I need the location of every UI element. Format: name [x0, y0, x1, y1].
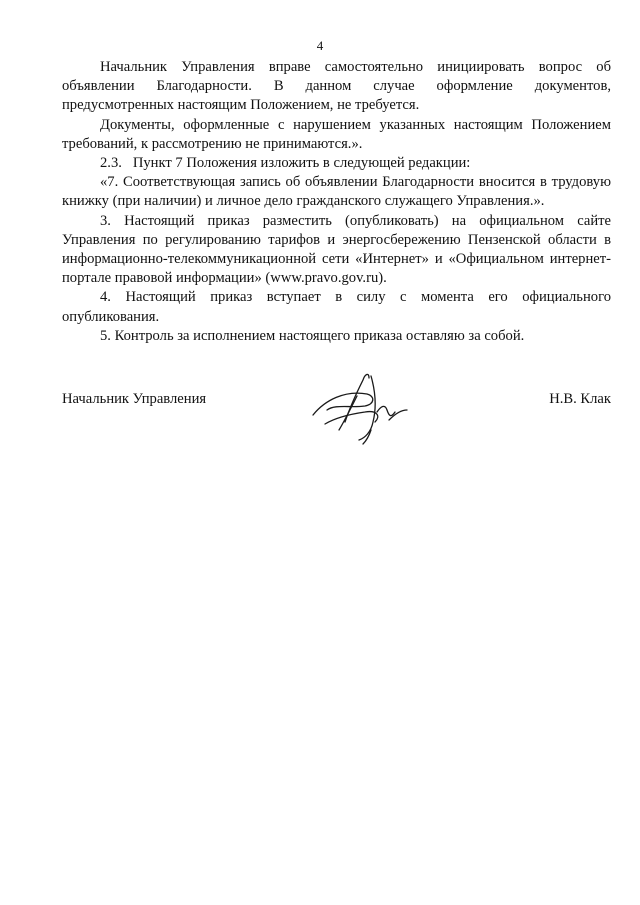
handwritten-signature: [305, 360, 415, 450]
paragraph-item-7-text: «7. Соответствующая запись об объявлении Благодарности вносится в трудовую книжку (при наличии) и личное дело гражданского служащего Управления.».: [62, 174, 611, 210]
paragraph-documents: Документы, оформленные с нарушением указанных настоящим Положением требований, к рассмотрению не принимаются.».: [62, 116, 611, 152]
document-body: [62, 58, 611, 346]
paragraph-item-3: 3. Настоящий приказ разместить (опубликовать) на официальном сайте Управления по регулированию тарифов и энергосбережению Пензенской области в информационно-телекоммуникационной сети «Интернет» и «Официальном интернет-портале правовой информации» (www.pravo.gov.ru).: [62, 212, 611, 287]
signatory-name: Н.В. Клак: [549, 391, 611, 407]
paragraph-item-4: 4. Настоящий приказ вступает в силу с момента его официального опубликования.: [62, 289, 611, 325]
signatory-title: Начальник Управления: [62, 391, 207, 407]
page-number: 4: [316, 38, 324, 53]
paragraph-item-2-3: 2.3. Пункт 7 Положения изложить в следующей редакции:: [100, 155, 471, 172]
paragraph-initiative: Начальник Управления вправе самостоятельно инициировать вопрос об объявлении Благодарности. В данном случае оформление документов, предусмотренных настоящим Положением, не требуется.: [62, 59, 611, 114]
paragraph-item-5: 5. Контроль за исполнением настоящего приказа оставляю за собой.: [100, 327, 525, 344]
